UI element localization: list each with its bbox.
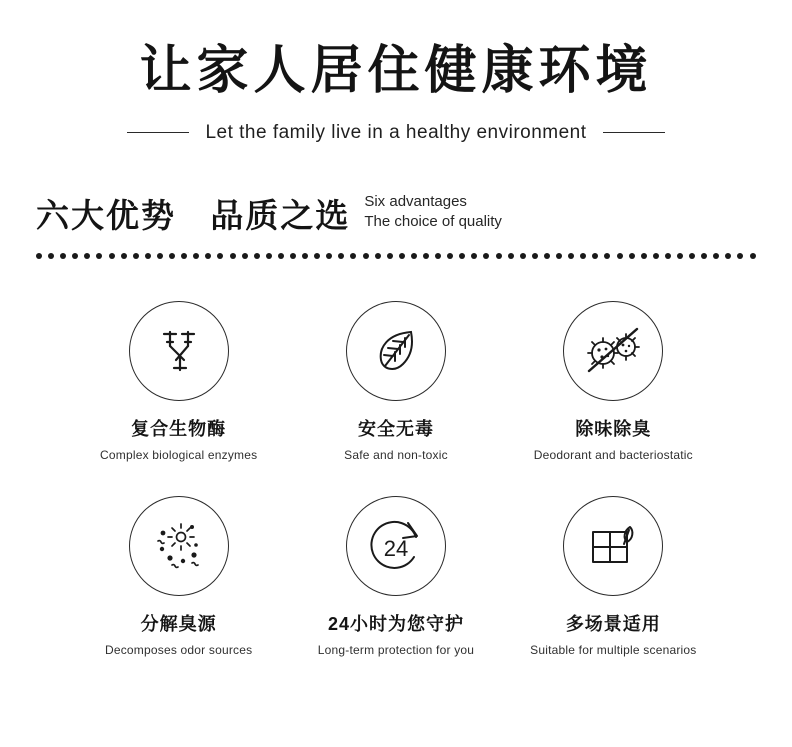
feature-title-en: Decomposes odor sources — [104, 643, 253, 658]
divider-dot — [592, 253, 598, 259]
divider-dot — [568, 253, 574, 259]
feature-title-cn: 24小时为您守护 — [327, 614, 464, 635]
section-title-en — [364, 192, 502, 235]
divider-dot — [641, 253, 647, 259]
bacteria-blocked-icon — [581, 321, 645, 381]
divider-dot — [60, 253, 66, 259]
feature-title-en: Suitable for multiple scenarios — [530, 643, 697, 658]
divider-dot — [689, 253, 695, 259]
divider-dot — [411, 253, 417, 259]
divider-dot — [604, 253, 610, 259]
leaf-icon — [367, 322, 425, 380]
feature-icon-circle — [346, 496, 446, 596]
divider-dot — [157, 253, 163, 259]
feature-title-cn: 分解臭源 — [140, 614, 217, 635]
divider-dot — [169, 253, 175, 259]
divider-dot — [713, 253, 719, 259]
advantages-heading — [0, 192, 792, 235]
divider-dot — [350, 253, 356, 259]
section-title-en-line1: Six advantages — [364, 192, 467, 210]
divider-dot — [750, 253, 756, 259]
divider-dot — [205, 253, 211, 259]
divider-dot — [725, 253, 731, 259]
divider-dot — [217, 253, 223, 259]
divider-dot — [375, 253, 381, 259]
divider-dot — [290, 253, 296, 259]
divider-dot — [701, 253, 707, 259]
feature-title-en: Deodorant and bacteriostatic — [533, 448, 693, 463]
divider-dot — [326, 253, 332, 259]
feature-item — [508, 301, 718, 462]
feature-icon-circle — [563, 496, 663, 596]
divider-dot — [580, 253, 586, 259]
section-title-cn-part1: 六大优势 — [36, 197, 176, 234]
divider-dot — [48, 253, 54, 259]
divider-dot — [193, 253, 199, 259]
feature-item — [74, 496, 284, 657]
divider-dot — [109, 253, 115, 259]
hero-section — [0, 0, 792, 144]
divider-dot — [520, 253, 526, 259]
left-rule-divider — [127, 132, 189, 133]
divider-dot — [459, 253, 465, 259]
divider-dot — [665, 253, 671, 259]
feature-title-en: Long-term protection for you — [317, 643, 475, 658]
divider-dot — [363, 253, 369, 259]
odor-molecules-icon — [148, 517, 210, 575]
feature-icon-circle — [129, 301, 229, 401]
divider-dot — [254, 253, 260, 259]
feature-title-cn: 除味除臭 — [575, 419, 652, 440]
divider-dot — [629, 253, 635, 259]
multi-scene-icon — [583, 518, 643, 574]
divider-dot — [483, 253, 489, 259]
feature-item — [291, 301, 501, 462]
section-head — [36, 192, 756, 235]
hero-subtitle: Let the family live in a healthy environment — [205, 121, 587, 143]
divider-dot — [556, 253, 562, 259]
divider-dot — [96, 253, 102, 259]
page-title: 让家人居住健康环境 — [139, 42, 653, 100]
feature-icon-circle — [346, 301, 446, 401]
divider-dot — [302, 253, 308, 259]
hero-subtitle-row — [0, 122, 792, 144]
feature-item — [508, 496, 718, 657]
divider-dot — [447, 253, 453, 259]
divider-dot — [435, 253, 441, 259]
divider-dot — [145, 253, 151, 259]
divider-dot — [121, 253, 127, 259]
divider-dot — [508, 253, 514, 259]
divider-dot — [338, 253, 344, 259]
divider-dot — [423, 253, 429, 259]
clock-24h-icon — [364, 515, 428, 577]
divider-dot — [242, 253, 248, 259]
feature-icon-circle — [563, 301, 663, 401]
divider-dot — [36, 253, 42, 259]
feature-icon-circle — [129, 496, 229, 596]
divider-dot — [230, 253, 236, 259]
divider-dot — [133, 253, 139, 259]
feature-title-cn: 安全无毒 — [357, 419, 434, 440]
section-title-cn — [36, 198, 350, 234]
divider-dot — [399, 253, 405, 259]
divider-dot — [677, 253, 683, 259]
divider-dot — [544, 253, 550, 259]
divider-dot — [496, 253, 502, 259]
divider-dot — [471, 253, 477, 259]
divider-dot — [737, 253, 743, 259]
feature-title-cn: 复合生物酶 — [131, 419, 227, 440]
svg-text:24: 24 — [383, 536, 409, 562]
divider-dot — [181, 253, 187, 259]
right-rule-divider — [603, 132, 665, 133]
feature-item — [291, 496, 501, 657]
divider-dot — [266, 253, 272, 259]
divider-dot — [84, 253, 90, 259]
enzyme-icon — [150, 322, 208, 380]
divider-dot — [532, 253, 538, 259]
divider-dot — [387, 253, 393, 259]
advantages-grid — [0, 301, 792, 657]
section-title-en-line2: The choice of quality — [364, 213, 502, 231]
divider-dot — [617, 253, 623, 259]
feature-item — [74, 301, 284, 462]
section-title-cn-part2: 品质之选 — [210, 197, 351, 234]
divider-dot — [278, 253, 284, 259]
feature-title-en: Complex biological enzymes — [100, 448, 258, 463]
divider-dot — [314, 253, 320, 259]
divider-dot — [653, 253, 659, 259]
dotted-divider — [36, 252, 756, 259]
divider-dot — [72, 253, 78, 259]
feature-title-en: Safe and non-toxic — [344, 448, 448, 463]
feature-title-cn: 多场景适用 — [565, 614, 661, 635]
